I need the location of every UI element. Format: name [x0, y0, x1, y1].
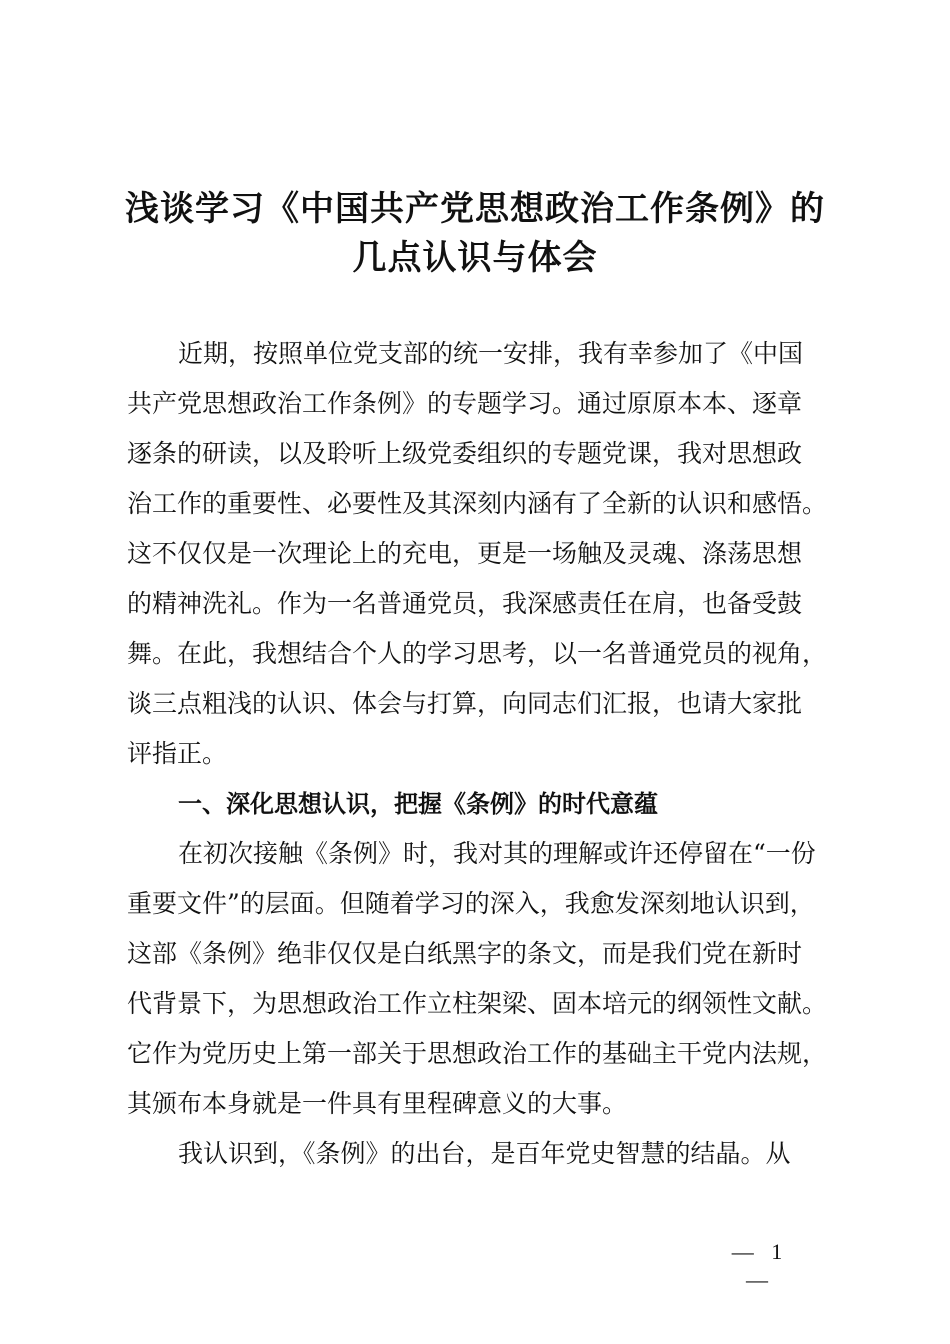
paragraph-1-line-4: 治工作的重要性、必要性及其深刻内涵有了全新的认识和感悟。 — [127, 489, 828, 518]
document-title-line-2: 几点认识与体会 — [352, 238, 598, 278]
paragraph-3-line-1: 我认识到，《条例》的出台，是百年党史智慧的结晶。从 — [178, 1139, 791, 1168]
paragraph-2-line-2: 重要文件”的层面。但随着学习的深入，我愈发深刻地认识到， — [127, 889, 815, 918]
paragraph-1-line-8: 谈三点粗浅的认识、体会与打算，向同志们汇报，也请大家批 — [127, 689, 803, 718]
paragraph-2-line-6: 其颁布本身就是一件具有里程碑意义的大事。 — [127, 1089, 628, 1118]
paragraph-1-line-7: 舞。在此，我想结合个人的学习思考，以一名普通党员的视角， — [127, 639, 828, 668]
paragraph-1-line-3: 逐条的研读，以及聆听上级党委组织的专题党课，我对思想政 — [127, 439, 803, 468]
paragraph-2-line-4: 代背景下，为思想政治工作立柱架梁、固本培元的纲领性文献。 — [127, 989, 828, 1018]
paragraph-1-line-2: 共产党思想政治工作条例》的专题学习。通过原原本本、逐章 — [127, 389, 803, 418]
paragraph-2-line-3: 这部《条例》绝非仅仅是白纸黑字的条文，而是我们党在新时 — [127, 939, 803, 968]
document-title-line-1: 浅谈学习《中国共产党思想政治工作条例》的 — [125, 189, 825, 229]
page-number: — 1 — — [731, 1239, 789, 1292]
paragraph-2-line-1: 在初次接触《条例》时，我对其的理解或许还停留在“一份 — [178, 839, 816, 868]
paragraph-1-line-1: 近期，按照单位党支部的统一安排，我有幸参加了《中国 — [178, 339, 804, 368]
paragraph-1-line-6: 的精神洗礼。作为一名普通党员，我深感责任在肩，也备受鼓 — [127, 589, 803, 618]
paragraph-1-line-9: 评指正。 — [127, 739, 228, 768]
section-heading-1: 一、深化思想认识，把握《条例》的时代意蕴 — [178, 790, 658, 818]
paragraph-1-line-5: 这不仅仅是一次理论上的充电，更是一场触及灵魂、涤荡思想 — [127, 539, 803, 568]
paragraph-2-line-5: 它作为党历史上第一部关于思想政治工作的基础主干党内法规， — [127, 1039, 828, 1068]
